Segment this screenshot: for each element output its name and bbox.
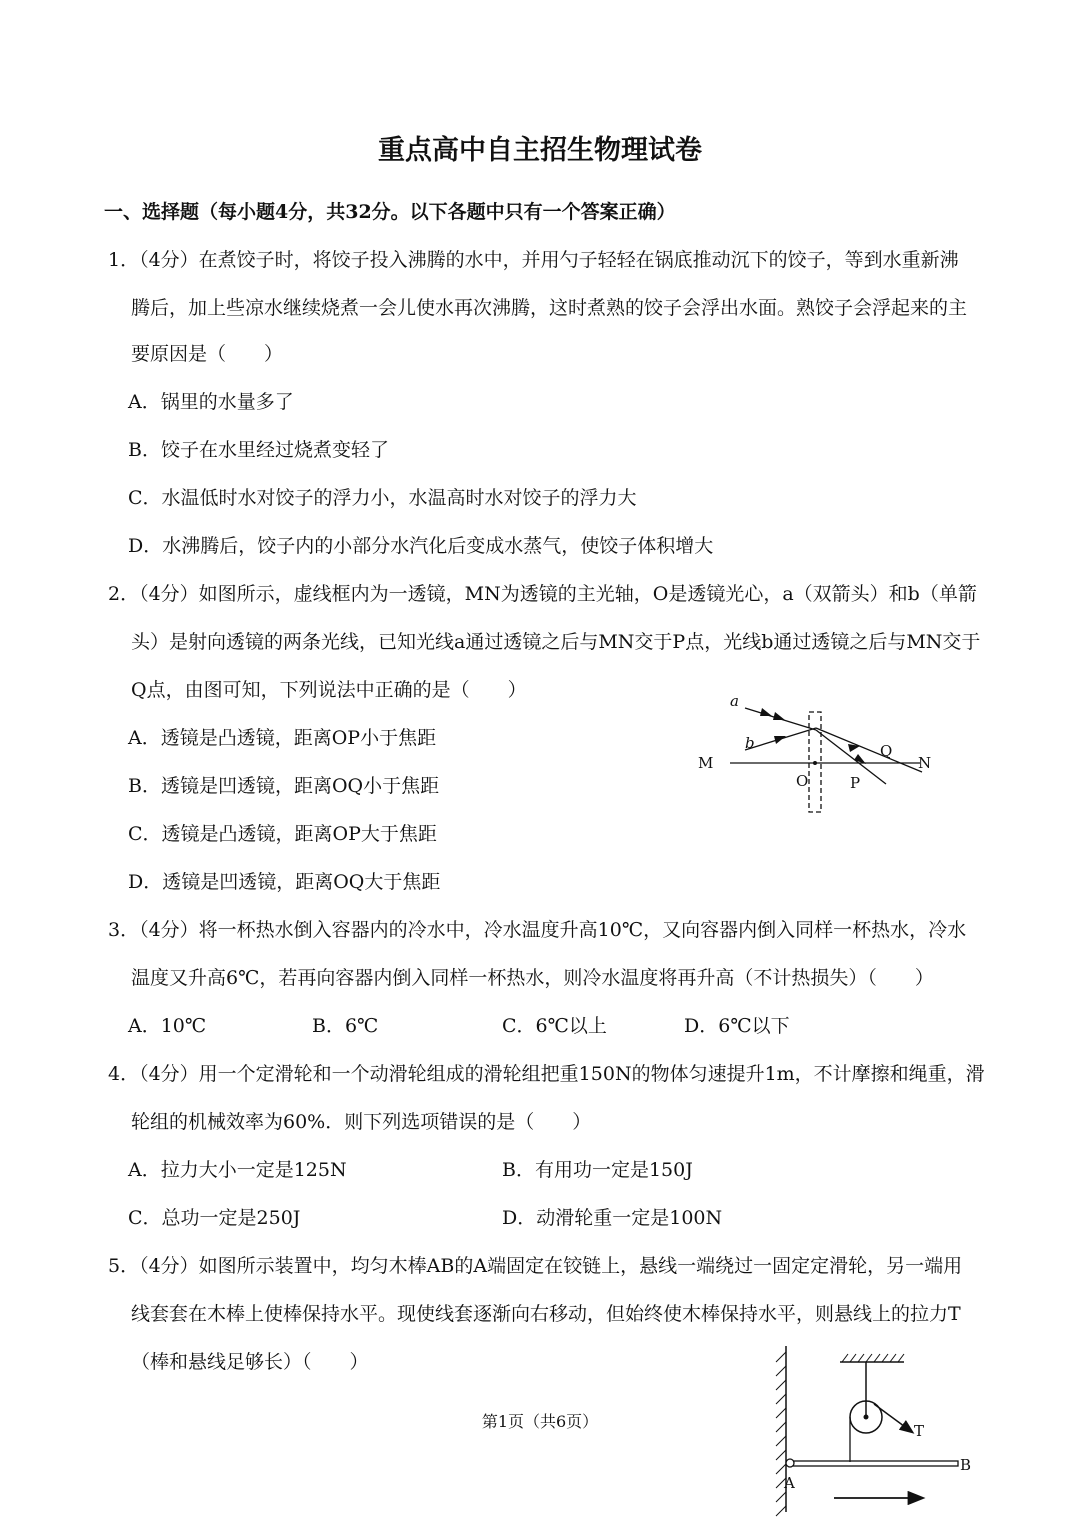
ray-b-arrow — [774, 736, 786, 744]
q2-option-d: D．透镜是凹透镜，距离OQ大于焦距 — [128, 871, 441, 893]
label-b: b — [745, 734, 755, 752]
optical-center — [813, 761, 817, 765]
q2-line-2: 头）是射向透镜的两条光线，已知光线a通过透镜之后与MN交于P点，光线b通过透镜之后与MN交于 — [131, 631, 981, 653]
q1-line-3: 要原因是（ ） — [131, 343, 284, 365]
q5-line-1: 5．（4分）如图所示装置中，均匀木棒AB的A端固定在铰链上，悬线一端绕过一固定定滑轮，另一端用 — [108, 1255, 963, 1277]
q3-option-a: A．10℃ — [128, 1015, 207, 1037]
label-a: a — [730, 692, 739, 710]
q3-line-2: 温度又升高6℃，若再向容器内倒入同样一杯热水，则冷水温度将再升高（不计热损失）（ ） — [131, 967, 934, 989]
hinge — [786, 1459, 794, 1467]
label-M: M — [698, 754, 714, 772]
q5-line-2: 线套套在木棒上使棒保持水平。现使线套逐渐向右移动，但始终使木棒保持水平，则悬线上的拉力T — [131, 1303, 961, 1325]
q4-option-c: C．总功一定是250J — [128, 1207, 301, 1229]
q4-option-a: A．拉力大小一定是125N — [128, 1159, 347, 1181]
page-footer: 第1页（共6页） — [481, 1412, 599, 1431]
q4-line-2: 轮组的机械效率为60%．则下列选项错误的是（ ） — [131, 1111, 592, 1133]
q1-line-2: 腾后，加上些凉水继续烧煮一会儿使水再次沸腾，这时煮熟的饺子会浮出水面。熟饺子会浮起来的主 — [131, 297, 968, 319]
rod-ab — [790, 1461, 958, 1466]
q3-option-b: B．6℃ — [312, 1015, 379, 1037]
q1-line-1: 1．（4分）在煮饺子时，将饺子投入沸腾的水中，并用勺子轻轻在锅底推动沉下的饺子，等到水重新沸 — [108, 249, 959, 271]
q2-option-c: C．透镜是凸透镜，距离OP大于焦距 — [128, 823, 437, 845]
q2-option-a: A．透镜是凸透镜，距离OP小于焦距 — [128, 727, 437, 749]
q1-option-d: D．水沸腾后，饺子内的小部分水汽化后变成水蒸气，使饺子体积增大 — [128, 535, 714, 557]
section-heading: 一、选择题（每小题4分，共32分。以下各题中只有一个答案正确） — [104, 201, 676, 223]
q2-line-1: 2．（4分）如图所示，虚线框内为一透镜，MN为透镜的主光轴，O是透镜光心，a（双箭头）和b（单箭 — [108, 583, 977, 605]
q2-line-3: Q点，由图可知，下列说法中正确的是（ ） — [131, 679, 527, 701]
q2-option-b: B．透镜是凹透镜，距离OQ小于焦距 — [128, 775, 440, 797]
lens-figure — [690, 690, 950, 820]
q3-option-d: D．6℃以下 — [684, 1015, 790, 1037]
label-N: N — [918, 754, 932, 772]
q3-option-c: C．6℃以上 — [502, 1015, 607, 1037]
ceiling-hatch — [842, 1354, 904, 1362]
q5-line-3: （棒和悬线足够长）（ ） — [131, 1351, 369, 1373]
q4-option-b: B．有用功一定是150J — [502, 1159, 693, 1181]
label-P: P — [850, 774, 861, 792]
label-O: O — [796, 772, 809, 790]
ray-a-arrow-1 — [760, 708, 772, 716]
ray-b-refracted — [816, 728, 922, 772]
label-A: A — [784, 1474, 795, 1492]
label-T: T — [914, 1422, 925, 1440]
label-Q: Q — [880, 742, 893, 760]
ray-a-arrow-2 — [773, 712, 785, 720]
q1-option-a: A．锅里的水量多了 — [128, 391, 294, 413]
q4-option-d: D．动滑轮重一定是100N — [502, 1207, 723, 1229]
page-title: 重点高中自主招生物理试卷 — [378, 135, 702, 166]
label-B: B — [960, 1456, 972, 1474]
q1-option-c: C．水温低时水对饺子的浮力小，水温高时水对饺子的浮力大 — [128, 487, 637, 509]
q3-line-1: 3．（4分）将一杯热水倒入容器内的冷水中，冷水温度升高10℃，又向容器内倒入同样一杯热水，冷水 — [108, 919, 967, 941]
q1-option-b: B．饺子在水里经过烧煮变轻了 — [128, 439, 389, 461]
q4-line-1: 4．（4分）用一个定滑轮和一个动滑轮组成的滑轮组把重150N的物体匀速提升1m，不计摩擦和绳重，滑 — [108, 1063, 985, 1085]
